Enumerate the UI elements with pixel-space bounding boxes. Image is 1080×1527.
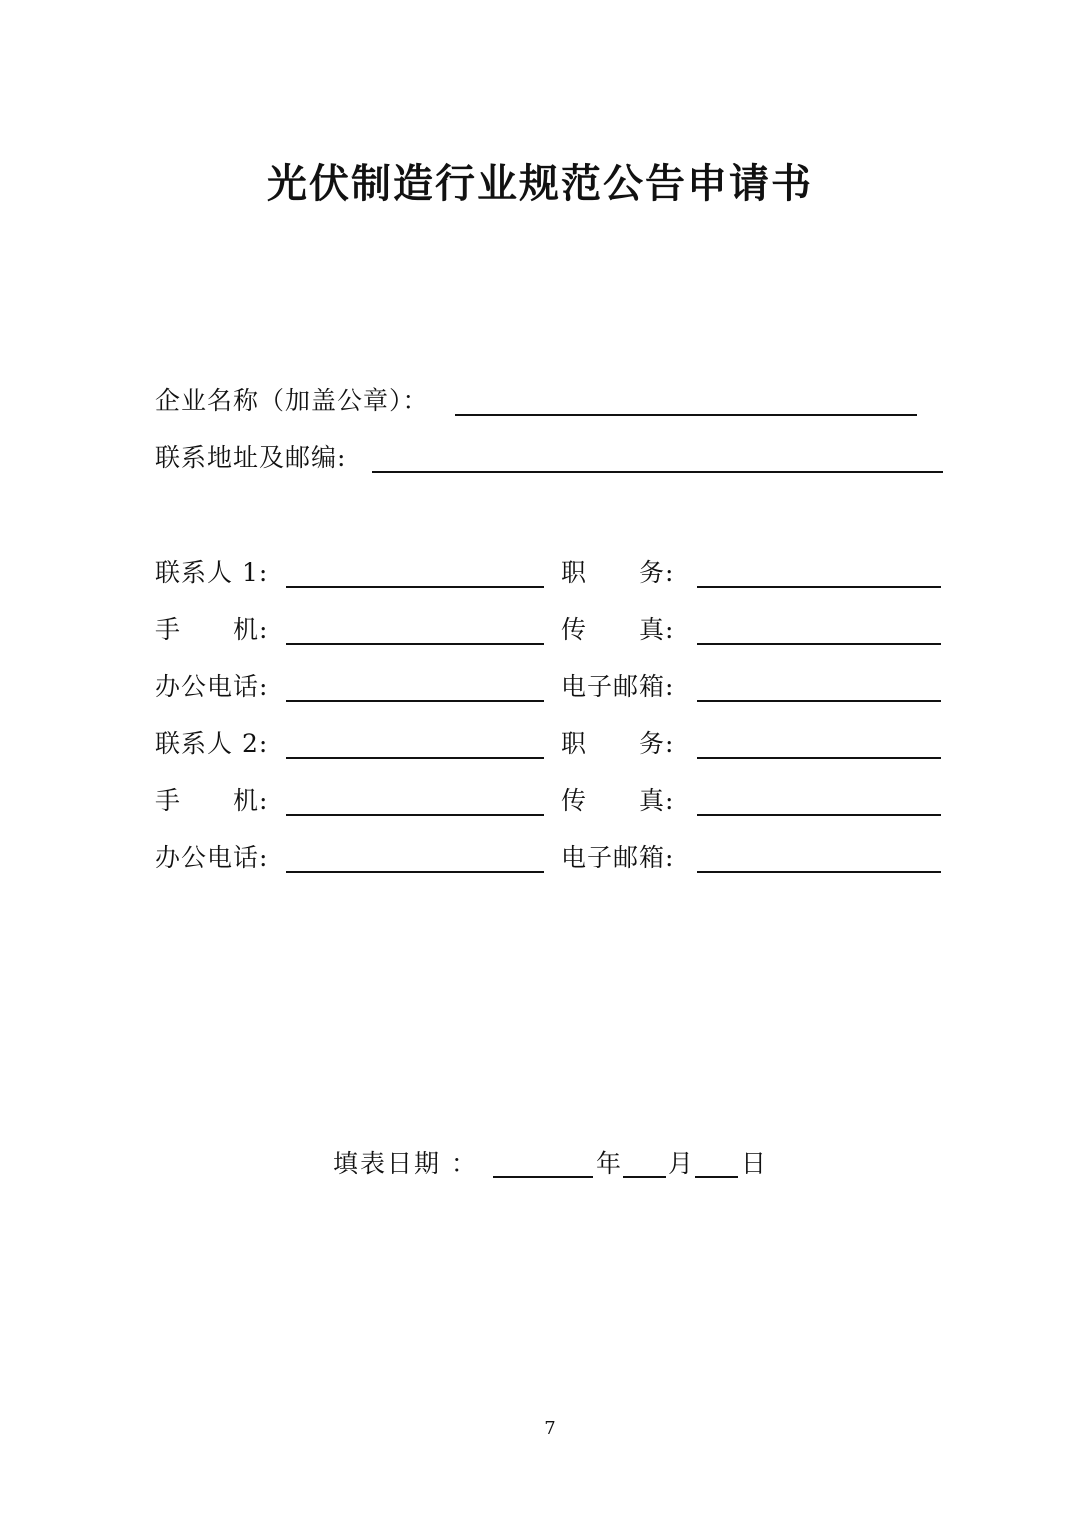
contact2-mobile-label: 手 机: [155,786,269,815]
contact1-position-label: 职 务: [561,558,675,587]
contact1-fax-label: 传 真: [561,615,675,644]
contact1-mobile-row [0,613,1080,647]
fill-date-year-label: 年 [596,1149,622,1178]
contact2-office-phone-field[interactable] [286,871,544,873]
contact2-phone-row [0,841,1080,875]
contact1-email-label: 电子邮箱: [561,672,675,701]
address-row [0,441,1080,475]
contact1-office-phone-label: 办公电话: [155,672,269,701]
contact1-name-field[interactable] [286,586,544,588]
contact2-name-label: 联系人 2: [155,729,269,758]
contact1-mobile-field[interactable] [286,643,544,645]
contact1-email-field[interactable] [697,700,941,702]
contact2-name-field[interactable] [286,757,544,759]
contact2-fax-field[interactable] [697,814,941,816]
fill-date-row [0,1146,1080,1182]
contact2-fax-label: 传 真: [561,786,675,815]
contact1-phone-row [0,670,1080,704]
contact1-name-label: 联系人 1: [155,558,269,587]
address-label: 联系地址及邮编: [155,443,347,472]
fill-date-label: 填表日期 ： [333,1149,478,1178]
fill-date-day-label: 日 [741,1149,767,1178]
fill-date-month-label: 月 [668,1149,694,1178]
contact2-email-label: 电子邮箱: [561,843,675,872]
page-number: 7 [544,1418,556,1439]
document-title: 光伏制造行业规范公告申请书 [267,160,813,207]
contact1-mobile-label: 手 机: [155,615,269,644]
fill-date-day-field[interactable] [695,1176,738,1178]
contact1-fax-field[interactable] [697,643,941,645]
fill-date-month-field[interactable] [623,1176,666,1178]
address-field[interactable] [372,471,943,473]
contact2-position-label: 职 务: [561,729,675,758]
company-name-field[interactable] [455,414,917,416]
contact1-office-phone-field[interactable] [286,700,544,702]
contact2-mobile-row [0,784,1080,818]
contact1-name-row [0,556,1080,590]
company-name-label: 企业名称（加盖公章）： [155,386,429,415]
fill-date-year-field[interactable] [493,1176,593,1178]
contact2-email-field[interactable] [697,871,941,873]
contact2-mobile-field[interactable] [286,814,544,816]
contact1-position-field[interactable] [697,586,941,588]
contact2-name-row [0,727,1080,761]
contact2-office-phone-label: 办公电话: [155,843,269,872]
contact2-position-field[interactable] [697,757,941,759]
company-name-row [0,384,1080,418]
